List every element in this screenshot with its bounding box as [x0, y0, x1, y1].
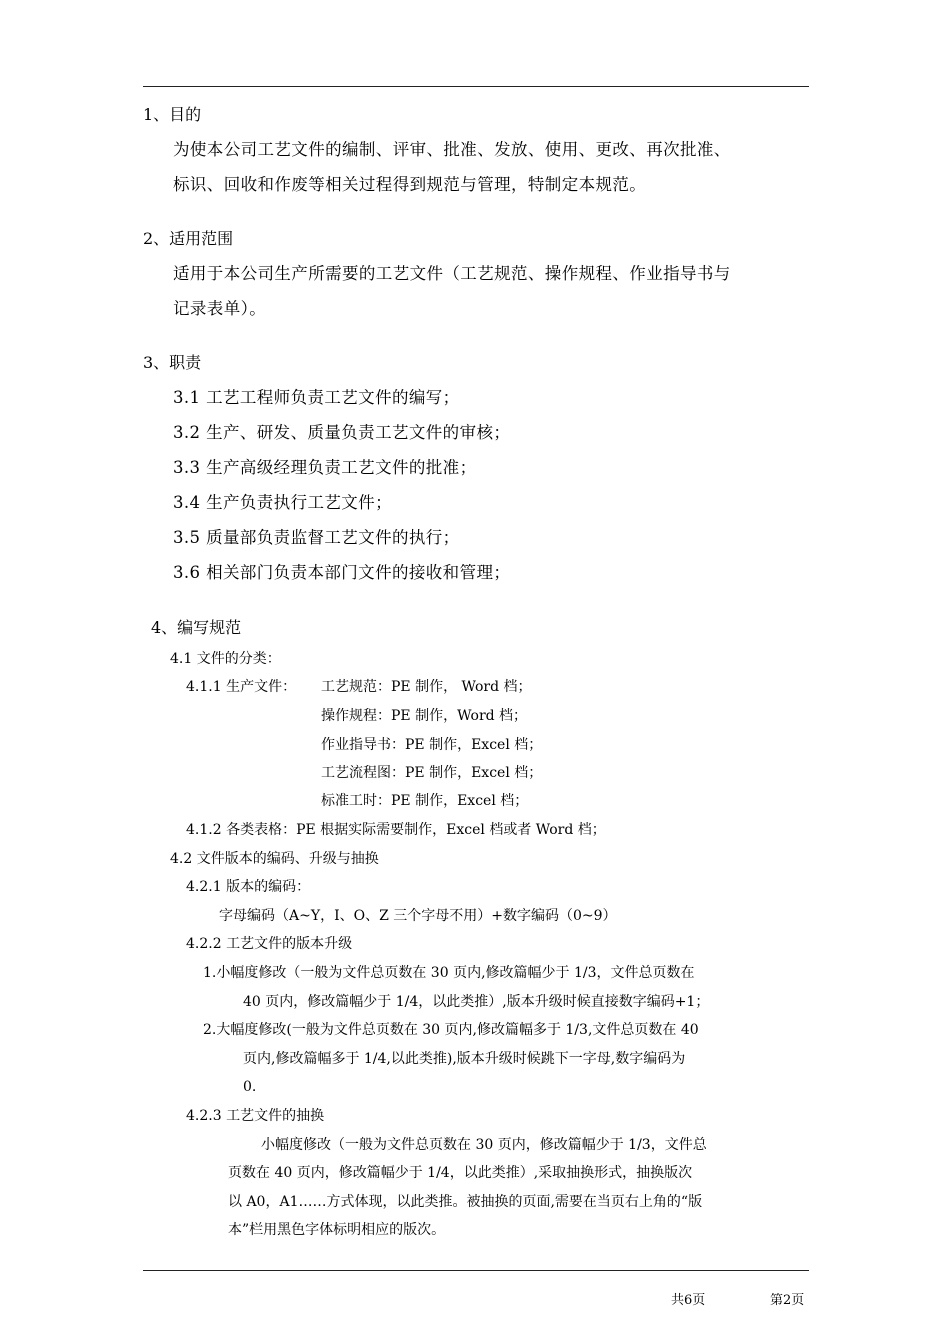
section-4-heading: 4、编写规范 — [151, 618, 242, 637]
replacement-line-2: 页数在 40 页内，修改篇幅少于 1/4，以此类推）,采取抽换形式，抽换版次 — [228, 1165, 693, 1181]
forms-line: 4.1.2 各类表格：PE 根据实际需要制作，Excel 档或者 Word 档； — [186, 822, 606, 838]
page-number: 第2页 — [770, 1293, 805, 1308]
duty-item: 3.6 相关部门负责本部门文件的接收和管理； — [173, 563, 511, 582]
replacement-line-4: 本”栏用黑色字体标明相应的版次。 — [228, 1222, 446, 1238]
section-1-line-2: 标识、回收和作废等相关过程得到规范与管理，特制定本规范。 — [173, 175, 647, 194]
replacement-line-3: 以 A0，A1……方式体现，以此类推。被抽换的页面,需要在当页右上角的“版 — [228, 1194, 703, 1210]
section-1-heading: 1、目的 — [143, 105, 202, 124]
production-file-item: 操作规程：PE 制作，Word 档； — [321, 708, 528, 724]
minor-change-line-2: 40 页内，修改篇幅少于 1/4，以此类推）,版本升级时候直接数字编码+1； — [243, 994, 710, 1010]
section-3-heading: 3、职责 — [143, 353, 202, 372]
subsection-4-2-3: 4.2.3 工艺文件的抽换 — [186, 1108, 325, 1124]
production-file-item: 标准工时：PE 制作，Excel 档； — [321, 793, 529, 809]
minor-change-line-1: 1.小幅度修改（一般为文件总页数在 30 页内,修改篇幅少于 1/3，文件总页数在 — [203, 965, 695, 981]
subsection-4-2: 4.2 文件版本的编码、升级与抽换 — [170, 851, 379, 867]
section-1-line-1: 为使本公司工艺文件的编制、评审、批准、发放、使用、更改、再次批准、 — [173, 140, 731, 159]
subsection-4-2-2: 4.2.2 工艺文件的版本升级 — [186, 936, 353, 952]
total-pages: 共6页 — [671, 1293, 706, 1308]
section-2-line-2: 记录表单）。 — [173, 299, 267, 318]
major-change-line-1: 2.大幅度修改(一般为文件总页数在 30 页内,修改篇幅多于 1/3,文件总页数在 40 — [203, 1022, 699, 1038]
major-change-line-2: 页内,修改篇幅多于 1/4,以此类推),版本升级时候跳下一字母,数字编码为 — [243, 1051, 686, 1067]
section-2-line-1: 适用于本公司生产所需要的工艺文件（工艺规范、操作规程、作业指导书与 — [173, 264, 731, 283]
duty-item: 3.5 质量部负责监督工艺文件的执行； — [173, 528, 460, 547]
duty-item: 3.4 生产负责执行工艺文件； — [173, 493, 392, 512]
subsection-4-2-1: 4.2.1 版本的编码： — [186, 879, 311, 895]
coding-rule: 字母编码（A~Y，I、O、Z 三个字母不用）+数字编码（0~9） — [219, 908, 617, 924]
footer-rule — [143, 1270, 809, 1271]
production-file-item: 作业指导书：PE 制作，Excel 档； — [321, 737, 543, 753]
subsection-4-1: 4.1 文件的分类： — [170, 651, 281, 667]
duty-item: 3.1 工艺工程师负责工艺文件的编写； — [173, 388, 460, 407]
section-2-heading: 2、适用范围 — [143, 229, 234, 248]
production-files-label: 4.1.1 生产文件： — [186, 679, 297, 695]
replacement-line-1: 小幅度修改（一般为文件总页数在 30 页内，修改篇幅少于 1/3，文件总 — [261, 1137, 707, 1153]
duty-item: 3.2 生产、研发、质量负责工艺文件的审核； — [173, 423, 511, 442]
duty-item: 3.3 生产高级经理负责工艺文件的批准； — [173, 458, 477, 477]
production-file-item: 工艺流程图：PE 制作，Excel 档； — [321, 765, 543, 781]
production-file-item: 工艺规范：PE 制作， Word 档； — [321, 679, 532, 695]
major-change-line-3: 0. — [243, 1079, 257, 1095]
header-rule — [143, 86, 809, 87]
